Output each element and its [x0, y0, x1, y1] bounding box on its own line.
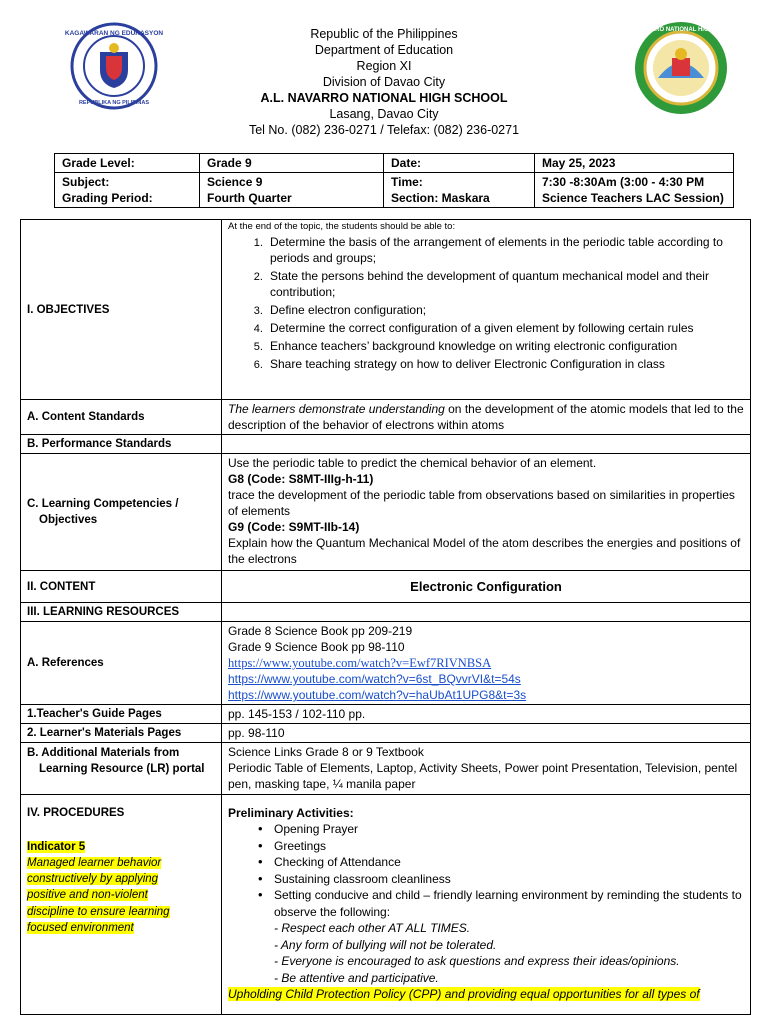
references-content [222, 622, 751, 705]
preliminary-item: • Checking of Attendance [258, 854, 744, 871]
objective-item: 4. Determine the correct configuration of a given element by following certain rules [266, 320, 744, 336]
reference-link-1[interactable]: https://www.youtube.com/watch?v=Ewf7RIVNBSA [228, 656, 492, 670]
reference-link-3[interactable]: https://www.youtube.com/watch?v=haUbAt1UPG8&t=3s [228, 688, 527, 702]
content-standards-text: on the development of the atomic models that led to the description of the behavior of electrons within atoms [228, 402, 744, 432]
time-section-labels [384, 173, 535, 208]
header-line-republic: Republic of the Philippines [310, 27, 458, 41]
subject-label: Subject: [62, 175, 110, 189]
subject-grading-labels [55, 173, 200, 208]
additional-materials-content [222, 743, 751, 795]
references-label: A. References [21, 622, 222, 705]
content-standards-value [222, 400, 751, 435]
school-address: Lasang, Davao City [329, 107, 439, 121]
objectives-label: I. OBJECTIVES [21, 220, 222, 400]
header-line-department: Department of Education [314, 43, 454, 57]
g9-code: G9 (Code: S9MT-IIb-14) [228, 520, 360, 534]
header-line-region: Region XI [356, 59, 412, 73]
teachers-guide-value: pp. 145-153 / 102-110 pp. [222, 705, 751, 724]
rule-item: - Be attentive and participative. [274, 970, 439, 985]
content-value: Electronic Configuration [222, 571, 751, 603]
session-value: Science Teachers LAC Session) [542, 191, 724, 205]
teachers-guide-label: 1.Teacher's Guide Pages [21, 705, 222, 724]
g8-text: trace the development of the periodic table from observations based on similarities in properties of elements [228, 488, 735, 518]
objectives-content [222, 220, 751, 400]
competencies-label-line2: Objectives [39, 514, 98, 526]
rule-item: - Everyone is encouraged to ask questions and express their ideas/opinions. [274, 954, 680, 968]
objective-item: 3. Define electron configuration; [266, 302, 744, 318]
additional-materials-line1: Science Links Grade 8 or 9 Textbook [228, 745, 424, 759]
date-value: May 25, 2023 [535, 154, 734, 173]
content-standards-italic: The learners demonstrate understanding [228, 402, 445, 416]
time-values [535, 173, 734, 208]
competencies-label [21, 454, 222, 571]
seal-left-text-bottom: REPUBLIKA NG PILIPINAS [78, 100, 150, 106]
preliminary-item: • Greetings [258, 838, 744, 855]
additional-materials-label-line1: B. Additional Materials from [27, 747, 180, 759]
procedures-label-cell [21, 795, 222, 1015]
seal-right-text: A.L. NAVARRO NATIONAL HIGH SCHOOL [621, 27, 741, 33]
preliminary-list [258, 821, 744, 920]
preliminary-item: • Sustaining classroom cleanliness [258, 871, 744, 888]
objective-item: 5. Enhance teachers’ background knowledge on writing electronic configuration [266, 338, 744, 354]
reference-book-grade8: Grade 8 Science Book pp 209-219 [228, 624, 413, 638]
classroom-rules [228, 920, 744, 986]
reference-book-grade9: Grade 9 Science Book pp 98-110 [228, 640, 405, 654]
objectives-list [266, 234, 744, 372]
objective-item: 2. State the persons behind the development of quantum mechanical model and their contribution; [266, 268, 744, 300]
performance-standards-value [222, 435, 751, 454]
objective-item: 6. Share teaching strategy on how to deliver Electronic Configuration in class [266, 356, 744, 372]
procedures-content [222, 795, 751, 1015]
grading-period-value: Fourth Quarter [207, 191, 292, 205]
preliminary-item: • Opening Prayer [258, 821, 744, 838]
additional-materials-label-line2: Learning Resource (LR) portal [39, 763, 205, 775]
time-label: Time: [391, 175, 423, 189]
objectives-intro: At the end of the topic, the students should be able to: [228, 221, 456, 232]
indicator-text-wrap [27, 855, 187, 936]
learning-resources-value [222, 603, 751, 622]
subject-grading-values [200, 173, 384, 208]
content-standards-label: A. Content Standards [21, 400, 222, 435]
subject-value: Science 9 [207, 175, 263, 189]
competencies-content [222, 454, 751, 571]
lesson-info-table [54, 153, 734, 208]
objective-item: 1. Determine the basis of the arrangement of elements in the periodic table according to periods and groups; [266, 234, 744, 266]
indicator-title: Indicator 5 [27, 841, 86, 853]
competency-line1: Use the periodic table to predict the chemical behavior of an element. [228, 456, 597, 470]
indicator-block [27, 839, 215, 855]
procedures-label: IV. PROCEDURES [27, 807, 125, 819]
cpp-text: Upholding Child Protection Policy (CPP) and providing equal opportunities for all types of [228, 987, 700, 1001]
learners-materials-value: pp. 98-110 [222, 724, 751, 743]
document-header [0, 26, 768, 138]
learners-materials-label: 2. Learner's Materials Pages [21, 724, 222, 743]
rule-item: - Any form of bullying will not be tolerated. [274, 937, 497, 952]
rule-item: - Respect each other AT ALL TIMES. [274, 921, 471, 935]
cpp-line [228, 986, 744, 1002]
competencies-label-line1: C. Learning Competencies / [27, 498, 179, 510]
additional-materials-label [21, 743, 222, 795]
school-name: A.L. NAVARRO NATIONAL HIGH SCHOOL [260, 91, 508, 105]
grading-period-label: Grading Period: [62, 191, 153, 205]
preliminary-item: • Setting conducive and child – friendly learning environment by reminding the students to observe the following: [258, 887, 744, 920]
reference-link-2[interactable]: https://www.youtube.com/watch?v=6st_BQvvrVI&t=54s [228, 672, 521, 686]
preliminary-title: Preliminary Activities: [228, 806, 354, 820]
school-contact: Tel No. (082) 236-0271 / Telefax: (082) 236-0271 [248, 123, 520, 137]
section-label: Section: Maskara [391, 191, 490, 205]
learning-resources-label: III. LEARNING RESOURCES [21, 603, 222, 622]
performance-standards-label: B. Performance Standards [21, 435, 222, 454]
grade-level-label: Grade Level: [55, 154, 200, 173]
lesson-plan-table [20, 219, 751, 1015]
g8-code: G8 (Code: S8MT-IIIg-h-11) [228, 472, 374, 486]
indicator-text: Managed learner behavior constructively by applying positive and non-violent discipline to ensure learning focused environment [27, 857, 170, 934]
grade-level-value: Grade 9 [200, 154, 384, 173]
content-label: II. CONTENT [21, 571, 222, 603]
date-label: Date: [384, 154, 535, 173]
header-line-division: Division of Davao City [322, 75, 446, 89]
time-value: 7:30 -8:30Am (3:00 - 4:30 PM [542, 175, 705, 189]
seal-left-text-top: KAGAWARAN NG EDUKASYON [64, 30, 164, 37]
g9-text: Explain how the Quantum Mechanical Model of the atom describes the energies and positions of the electrons [228, 536, 741, 566]
additional-materials-line2: Periodic Table of Elements, Laptop, Activity Sheets, Power point Presentation, Television, pentel pen, masking tape, ¼ manila paper [228, 761, 738, 791]
